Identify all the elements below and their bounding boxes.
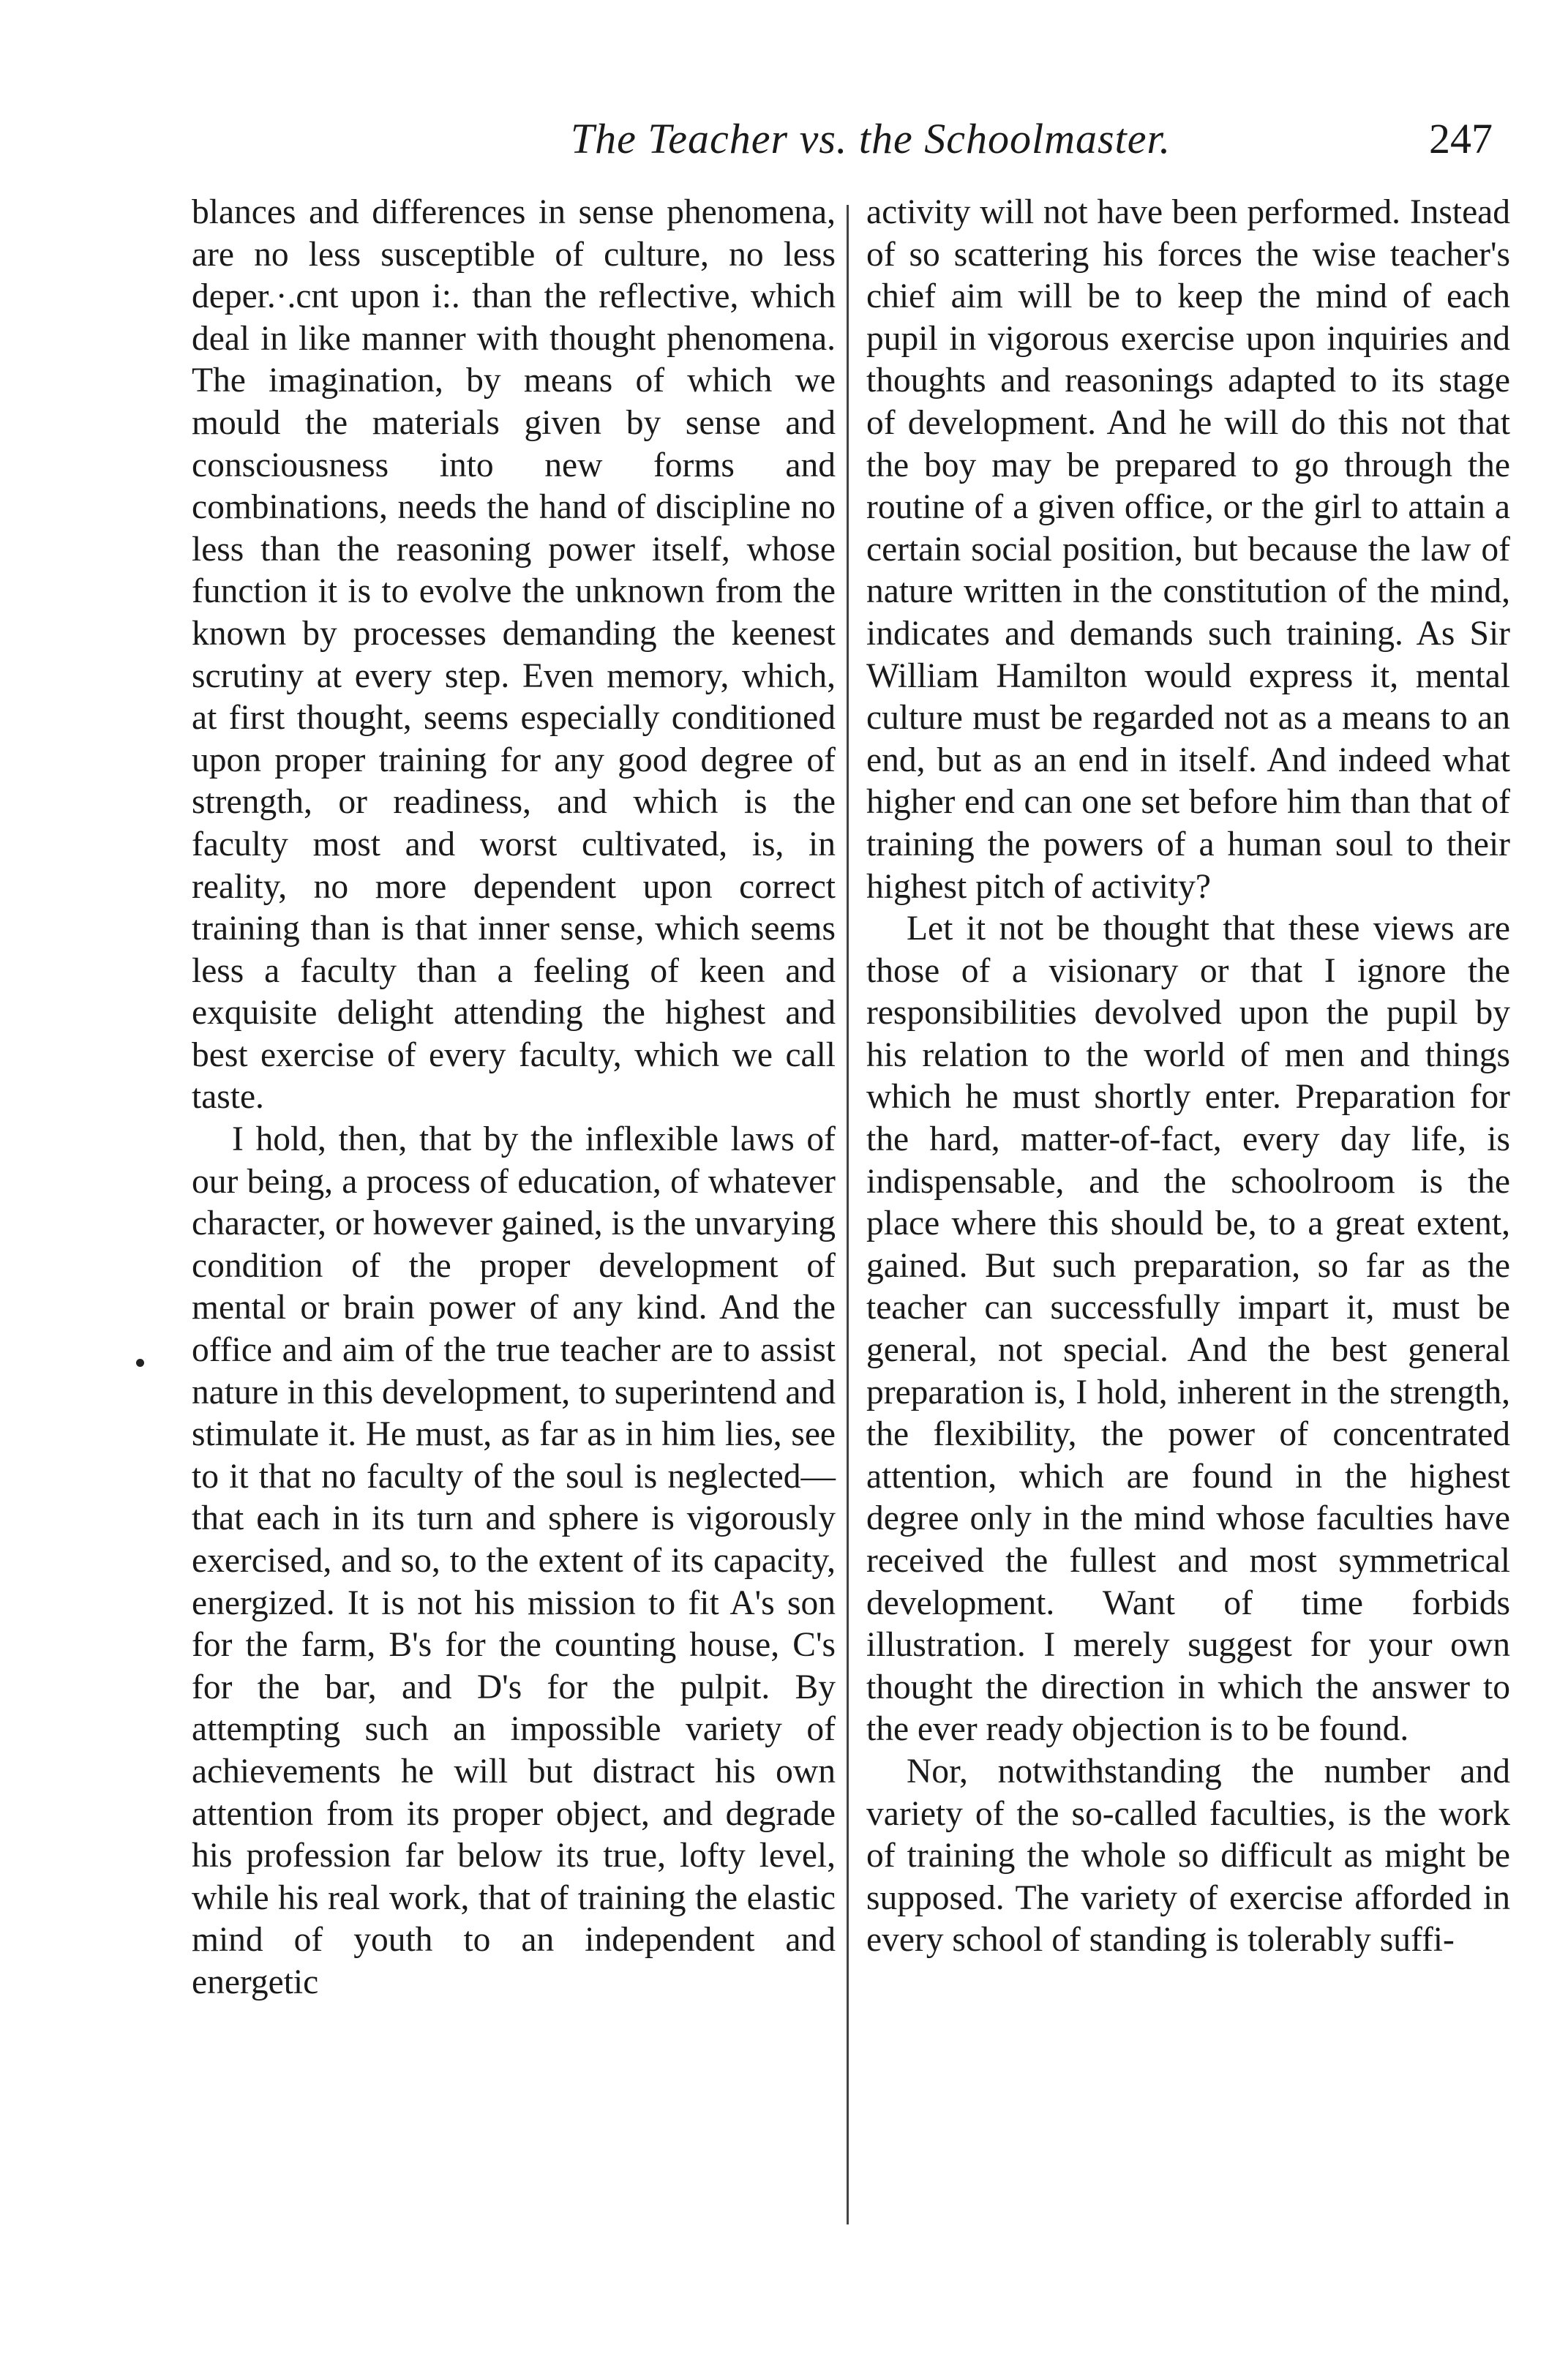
right-column [866, 192, 1510, 1962]
ink-speck [136, 1359, 144, 1367]
page-header [0, 110, 1568, 168]
paragraph: Let it not be thought that these views are those of a visionary or that I ignore the responsibilities devolved upon the pupil by his relation to the world of men and things which he must shortly enter. Preparation for the hard, matter-of-fact, every day life, is indispensable, and the schoolroom is the place where this should be, to a great extent, gained. But such preparation, so far as the teacher can successfully impart it, must be general, not special. And the best general preparation is, I hold, inherent in the strength, the flexibility, the power of concentrated attention, which are found in the highest degree only in the mind whose faculties have received the fullest and most symmetrical development. Want of time forbids illustration. I merely suggest for your own thought the direction in which the answer to the ever ready objection is to be found. [866, 910, 1510, 1749]
column-divider [847, 205, 849, 2224]
left-column [192, 192, 836, 2004]
paragraph: I hold, then, that by the inflexible laws of our being, a process of education, of whatever character, or however gained, is the unvarying condition of the proper development of mental or brain power of any kind. And the office and aim of the true teacher are to assist nature in this development, to superintend and stimulate it. He must, as far as in him lies, see to it that no faculty of the soul is neglected—that each in its turn and sphere is vigorously exercised, and so, to the extent of its capacity, energized. It is not his mission to fit A's son for the farm, B's for the counting house, C's for the bar, and D's for the pulpit. By attempting such an impossible variety of achievements he will but distract his own attention from its proper object, and degrade his profession far below its true, lofty level, while his real work, that of training the elastic mind of youth to an independent and energetic [192, 1120, 836, 2001]
paragraph: Nor, notwithstanding the number and variety of the so-called faculties, is the work of training the whole so difficult as might be supposed. The variety of exercise afforded in every school of standing is tolerably suffi- [866, 1752, 1510, 1960]
page-number: 247 [1429, 115, 1493, 162]
running-title: The Teacher vs. the Schoolmaster. [570, 115, 1171, 162]
paragraph: activity will not have been performed. Instead of so scattering his forces the wise teacher's chief aim will be to keep the mind of each pupil in vigorous exercise upon inquiries and thoughts and reasonings adapted to its stage of development. And he will do this not that the boy may be prepared to go through the routine of a given office, or the girl to attain a certain social position, but because the law of nature written in the constitution of the mind, indicates and demands such training. As Sir William Hamilton would express it, mental culture must be regarded not as a means to an end, but as an end in itself. And indeed what higher end can one set before him than that of training the powers of a human soul to their highest pitch of activity? [866, 193, 1510, 906]
paragraph: blances and differences in sense phenomena, are no less susceptible of culture, no less deper.·.cnt upon i:. than the reflective, which deal in like manner with thought phenomena. The imagination, by means of which we mould the materials given by sense and consciousness into new forms and combinations, needs the hand of discipline no less than the reasoning power itself, whose function it is to evolve the unknown from the known by processes demanding the keenest scrutiny at every step. Even memory, which, at first thought, seems especially conditioned upon proper training for any good degree of strength, or readiness, and which is the faculty most and worst cultivated, is, in reality, no more dependent upon correct training than is that inner sense, which seems less a faculty than a feeling of keen and exquisite delight attending the highest and best exercise of every faculty, which we call taste. [192, 193, 836, 1117]
